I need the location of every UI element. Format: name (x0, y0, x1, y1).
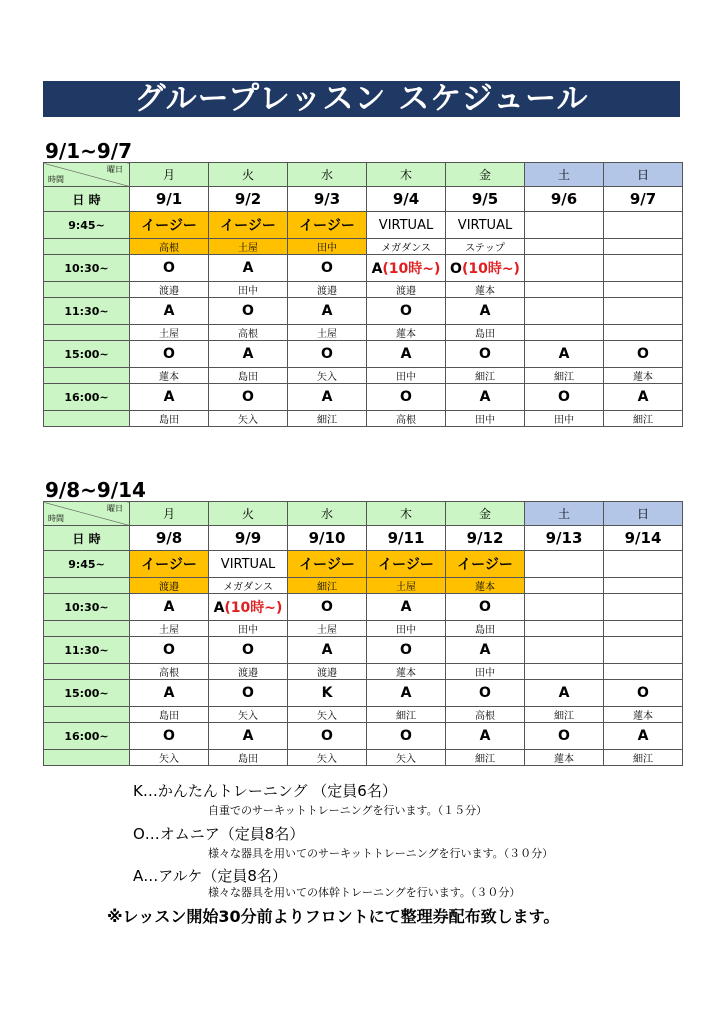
instructor-cell: 矢入 (288, 368, 367, 384)
instructor-cell: 土屋 (130, 621, 209, 637)
instructor-cell: 渡邉 (130, 282, 209, 298)
lesson-name: A (242, 728, 254, 744)
instructor-cell: 細江 (604, 411, 683, 427)
lesson-name: VIRTUAL (220, 557, 276, 572)
lesson-cell (446, 384, 525, 411)
time-slot-label: 9:45~ (44, 551, 130, 578)
lesson-cell (604, 341, 683, 368)
lesson-name: イージー (141, 218, 197, 234)
date-cell: 9/7 (604, 187, 683, 212)
week-2-schedule-table (43, 501, 683, 766)
lesson-name: A (637, 728, 649, 744)
lesson-cell (288, 298, 367, 325)
lesson-name: O (321, 346, 333, 362)
lesson-name: A (213, 600, 225, 616)
datetime-label-cell (44, 187, 130, 212)
date-cell: 9/3 (288, 187, 367, 212)
time-slot-spacer (44, 707, 130, 723)
time-slot-spacer (44, 621, 130, 637)
lesson-cell (525, 298, 604, 325)
instructor-cell: 蓮本 (367, 664, 446, 680)
lesson-cell (604, 680, 683, 707)
instructor-cell: 高根 (367, 411, 446, 427)
lesson-cell (288, 384, 367, 411)
instructor-cell: 矢入 (367, 750, 446, 766)
instructor-cell: 蓮本 (130, 368, 209, 384)
lesson-name: イージー (299, 218, 355, 234)
instructor-cell (604, 239, 683, 255)
lesson-name: O (479, 599, 491, 615)
start-time-note: (10時~) (382, 261, 441, 277)
lesson-name: A (479, 303, 491, 319)
jikan-label: 時間 (48, 514, 64, 523)
time-slot-spacer (44, 664, 130, 680)
lesson-cell (446, 341, 525, 368)
time-slot-spacer (44, 750, 130, 766)
lesson-cell (525, 212, 604, 239)
lesson-name: O (163, 346, 175, 362)
lesson-cell (525, 723, 604, 750)
lesson-name: イージー (457, 557, 513, 573)
lesson-name: VIRTUAL (378, 218, 434, 233)
lesson-cell (525, 341, 604, 368)
date-cell: 9/4 (367, 187, 446, 212)
instructor-cell: 島田 (209, 750, 288, 766)
lesson-name: O (400, 642, 412, 658)
lesson-name: イージー (378, 557, 434, 573)
instructor-cell (604, 325, 683, 341)
time-slot-spacer (44, 578, 130, 594)
instructor-cell (604, 282, 683, 298)
instructor-cell: 矢入 (130, 750, 209, 766)
header-corner-cell (44, 163, 130, 187)
jikan-label: 時間 (48, 175, 64, 184)
lesson-cell (288, 594, 367, 621)
lesson-name: A (163, 303, 175, 319)
time-slot-label: 16:00~ (44, 384, 130, 411)
instructor-cell (525, 664, 604, 680)
time-slot-spacer (44, 282, 130, 298)
day-header: 水 (288, 502, 367, 526)
lesson-name: O (479, 685, 491, 701)
date-cell: 9/2 (209, 187, 288, 212)
instructor-cell: 細江 (288, 578, 367, 594)
lesson-cell (367, 212, 446, 239)
instructor-cell (604, 578, 683, 594)
date-cell: 9/1 (130, 187, 209, 212)
day-header: 日 (604, 502, 683, 526)
date-cell: 9/9 (209, 526, 288, 551)
lesson-name: O (321, 599, 333, 615)
header-corner-cell (44, 502, 130, 526)
lesson-name: A (479, 642, 491, 658)
lesson-cell (604, 255, 683, 282)
day-header: 火 (209, 502, 288, 526)
instructor-cell: 土屋 (288, 621, 367, 637)
instructor-cell: 渡邉 (130, 578, 209, 594)
day-header: 月 (130, 163, 209, 187)
lesson-name: A (321, 642, 333, 658)
lesson-name: O (637, 685, 649, 701)
lesson-name: A (400, 599, 412, 615)
date-cell: 9/5 (446, 187, 525, 212)
datetime-label: 日 時 (72, 532, 101, 546)
lesson-cell (446, 680, 525, 707)
lesson-cell (130, 212, 209, 239)
lesson-name: O (242, 642, 254, 658)
lesson-name: O (321, 728, 333, 744)
lesson-cell (209, 594, 288, 621)
instructor-cell: 田中 (288, 239, 367, 255)
youbi-label: 曜日 (107, 165, 123, 174)
time-slot-spacer (44, 368, 130, 384)
lesson-cell (209, 384, 288, 411)
time-slot-spacer (44, 239, 130, 255)
time-slot-label: 11:30~ (44, 298, 130, 325)
instructor-cell: 矢入 (288, 750, 367, 766)
lesson-name: O (450, 261, 462, 277)
instructor-cell: 矢入 (288, 707, 367, 723)
lesson-cell (209, 341, 288, 368)
legend-a-description: 様々な器具を用いての体幹トレーニングを行います。（３０分） (208, 886, 521, 899)
day-header: 土 (525, 502, 604, 526)
lesson-name: A (163, 685, 175, 701)
date-cell: 9/10 (288, 526, 367, 551)
instructor-cell: 田中 (446, 411, 525, 427)
lesson-cell (288, 551, 367, 578)
date-cell: 9/13 (525, 526, 604, 551)
instructor-cell: 渡邉 (367, 282, 446, 298)
lesson-name: A (321, 389, 333, 405)
instructor-cell: 田中 (209, 621, 288, 637)
lesson-name: O (637, 346, 649, 362)
lesson-cell (604, 384, 683, 411)
lesson-cell (288, 212, 367, 239)
lesson-cell (209, 255, 288, 282)
lesson-name: A (371, 261, 383, 277)
instructor-cell: 蓮本 (367, 325, 446, 341)
instructor-cell (525, 578, 604, 594)
instructor-cell: メガダンス (367, 239, 446, 255)
lesson-name: A (558, 346, 570, 362)
time-slot-label: 11:30~ (44, 637, 130, 664)
lesson-name: A (321, 303, 333, 319)
lesson-name: A (163, 599, 175, 615)
instructor-cell: 矢入 (209, 707, 288, 723)
lesson-cell (130, 551, 209, 578)
instructor-cell: 蓮本 (604, 707, 683, 723)
week-1-label: 9/1~9/7 (45, 139, 133, 163)
start-time-note: (10時~) (224, 600, 283, 616)
lesson-name: O (400, 728, 412, 744)
instructor-cell: 土屋 (209, 239, 288, 255)
lesson-cell (367, 594, 446, 621)
lesson-cell (288, 255, 367, 282)
legend-a-title: A…アルケ（定員8名） (133, 867, 287, 885)
instructor-cell (604, 664, 683, 680)
instructor-cell: 高根 (130, 239, 209, 255)
lesson-name: O (242, 685, 254, 701)
lesson-cell (446, 594, 525, 621)
lesson-name: A (400, 685, 412, 701)
instructor-cell: 蓮本 (604, 368, 683, 384)
lesson-cell (130, 298, 209, 325)
lesson-cell (288, 723, 367, 750)
instructor-cell: 田中 (446, 664, 525, 680)
lesson-cell (209, 551, 288, 578)
instructor-cell: 田中 (367, 368, 446, 384)
lesson-name: イージー (220, 218, 276, 234)
instructor-cell: メガダンス (209, 578, 288, 594)
legend-k-description: 自重でのサーキットトレーニングを行います。（１５分） (208, 804, 488, 817)
instructor-cell: 田中 (367, 621, 446, 637)
lesson-name: A (479, 728, 491, 744)
instructor-cell: 島田 (446, 621, 525, 637)
lesson-name: A (242, 260, 254, 276)
lesson-name: VIRTUAL (457, 218, 513, 233)
lesson-cell (209, 298, 288, 325)
instructor-cell: 土屋 (367, 578, 446, 594)
lesson-cell (604, 212, 683, 239)
lesson-cell (446, 637, 525, 664)
instructor-cell: 島田 (130, 411, 209, 427)
lesson-cell (604, 551, 683, 578)
instructor-cell: 細江 (525, 368, 604, 384)
instructor-cell: 高根 (446, 707, 525, 723)
instructor-cell: 細江 (367, 707, 446, 723)
lesson-cell (604, 637, 683, 664)
instructor-cell (525, 621, 604, 637)
lesson-name: O (163, 728, 175, 744)
instructor-cell: 渡邉 (209, 664, 288, 680)
instructor-cell: 島田 (130, 707, 209, 723)
instructor-cell: 田中 (209, 282, 288, 298)
instructor-cell: 蓮本 (446, 578, 525, 594)
week-1-schedule-table (43, 162, 683, 427)
lesson-cell (525, 384, 604, 411)
instructor-cell: 細江 (446, 750, 525, 766)
instructor-cell: 島田 (446, 325, 525, 341)
lesson-cell (525, 594, 604, 621)
instructor-cell: 細江 (288, 411, 367, 427)
day-header: 木 (367, 502, 446, 526)
day-header: 木 (367, 163, 446, 187)
lesson-cell (367, 384, 446, 411)
lesson-name: O (479, 346, 491, 362)
day-header: 日 (604, 163, 683, 187)
instructor-cell: 渡邉 (288, 664, 367, 680)
lesson-cell (367, 637, 446, 664)
instructor-cell: 矢入 (209, 411, 288, 427)
youbi-label: 曜日 (107, 504, 123, 513)
datetime-label-cell (44, 526, 130, 551)
lesson-cell (446, 723, 525, 750)
lesson-cell (525, 551, 604, 578)
lesson-name: イージー (299, 557, 355, 573)
page-title: グループレッスン スケジュール (43, 81, 680, 117)
instructor-cell: 高根 (209, 325, 288, 341)
lesson-cell (209, 680, 288, 707)
lesson-cell (604, 298, 683, 325)
day-header: 月 (130, 502, 209, 526)
lesson-cell (604, 723, 683, 750)
date-cell: 9/14 (604, 526, 683, 551)
lesson-cell (367, 255, 446, 282)
lesson-cell (130, 341, 209, 368)
lesson-name: A (637, 389, 649, 405)
time-slot-label: 16:00~ (44, 723, 130, 750)
lesson-cell (288, 341, 367, 368)
legend-o-description: 様々な器具を用いてのサーキットトレーニングを行います。（３０分） (208, 847, 554, 860)
instructor-cell: 細江 (604, 750, 683, 766)
day-header: 水 (288, 163, 367, 187)
lesson-name: A (558, 685, 570, 701)
lesson-name: O (558, 728, 570, 744)
date-cell: 9/6 (525, 187, 604, 212)
instructor-cell: 蓮本 (446, 282, 525, 298)
day-header: 金 (446, 163, 525, 187)
lesson-cell (446, 551, 525, 578)
lesson-cell (130, 723, 209, 750)
instructor-cell: 田中 (525, 411, 604, 427)
time-slot-spacer (44, 325, 130, 341)
instructor-cell (525, 325, 604, 341)
lesson-name: O (242, 303, 254, 319)
instructor-cell (525, 239, 604, 255)
legend-o-title: O…オムニア（定員8名） (133, 825, 305, 843)
lesson-name: A (242, 346, 254, 362)
lesson-cell (446, 255, 525, 282)
instructor-cell: 細江 (446, 368, 525, 384)
lesson-name: O (163, 642, 175, 658)
lesson-name: O (242, 389, 254, 405)
lesson-cell (367, 551, 446, 578)
instructor-cell: 島田 (209, 368, 288, 384)
lesson-cell (130, 594, 209, 621)
lesson-cell (604, 594, 683, 621)
lesson-name: K (321, 685, 333, 701)
time-slot-spacer (44, 411, 130, 427)
instructor-cell: ステップ (446, 239, 525, 255)
instructor-cell (604, 621, 683, 637)
day-header: 火 (209, 163, 288, 187)
lesson-name: イージー (141, 557, 197, 573)
lesson-cell (446, 212, 525, 239)
instructor-cell: 土屋 (130, 325, 209, 341)
lesson-cell (130, 384, 209, 411)
lesson-name: O (163, 260, 175, 276)
instructor-cell: 渡邉 (288, 282, 367, 298)
lesson-name: A (479, 389, 491, 405)
time-slot-label: 9:45~ (44, 212, 130, 239)
lesson-cell (130, 255, 209, 282)
lesson-cell (209, 212, 288, 239)
legend-k-title: K…かんたんトレーニング （定員6名） (133, 782, 397, 800)
lesson-cell (525, 680, 604, 707)
instructor-cell: 蓮本 (525, 750, 604, 766)
lesson-name: A (163, 389, 175, 405)
day-header: 金 (446, 502, 525, 526)
datetime-label: 日 時 (72, 193, 101, 207)
lesson-name: O (321, 260, 333, 276)
lesson-cell (525, 637, 604, 664)
date-cell: 9/12 (446, 526, 525, 551)
lesson-cell (525, 255, 604, 282)
instructor-cell: 高根 (130, 664, 209, 680)
time-slot-label: 10:30~ (44, 594, 130, 621)
instructor-cell (525, 282, 604, 298)
week-2-label: 9/8~9/14 (45, 478, 146, 502)
lesson-cell (209, 637, 288, 664)
lesson-cell (367, 298, 446, 325)
lesson-name: O (400, 303, 412, 319)
day-header: 土 (525, 163, 604, 187)
lesson-cell (130, 680, 209, 707)
lesson-cell (130, 637, 209, 664)
lesson-cell (446, 298, 525, 325)
date-cell: 9/8 (130, 526, 209, 551)
lesson-cell (288, 637, 367, 664)
time-slot-label: 15:00~ (44, 680, 130, 707)
lesson-cell (367, 341, 446, 368)
date-cell: 9/11 (367, 526, 446, 551)
start-time-note: (10時~) (461, 261, 520, 277)
time-slot-label: 10:30~ (44, 255, 130, 282)
time-slot-label: 15:00~ (44, 341, 130, 368)
instructor-cell: 細江 (525, 707, 604, 723)
lesson-name: A (400, 346, 412, 362)
instructor-cell: 土屋 (288, 325, 367, 341)
lesson-cell (209, 723, 288, 750)
ticket-notice: ※レッスン開始30分前よりフロントにて整理券配布致します。 (107, 907, 560, 926)
lesson-name: O (400, 389, 412, 405)
lesson-cell (367, 723, 446, 750)
lesson-cell (367, 680, 446, 707)
lesson-name: O (558, 389, 570, 405)
lesson-cell (288, 680, 367, 707)
